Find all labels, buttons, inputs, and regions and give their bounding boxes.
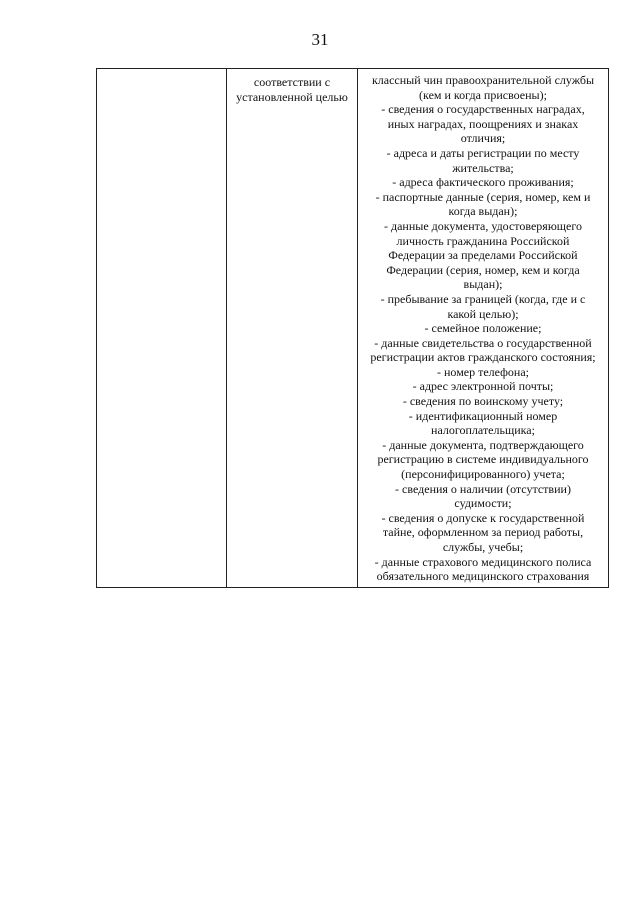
list-line: судимости; <box>454 496 512 511</box>
list-line: Федерации за пределами Российской <box>388 248 578 263</box>
list-line: - данные документа, подтверждающего <box>382 437 584 452</box>
data-table <box>96 68 609 588</box>
list-line: - паспортные данные (серия, номер, кем и <box>375 189 591 204</box>
table-row <box>97 69 609 588</box>
list-line: личность гражданина Российской <box>396 233 570 248</box>
list-line: (персонифицированного) учета; <box>401 467 565 482</box>
list-line: - сведения по воинскому учету; <box>402 394 564 409</box>
list-line: выдан); <box>463 277 503 292</box>
list-line: - данные свидетельства о государственной <box>374 335 592 350</box>
table-cell-data-list <box>358 69 609 588</box>
list-line: классный чин правоохранительной службы <box>371 73 595 87</box>
list-line: - данные страхового медицинского полиса <box>374 554 592 569</box>
list-line: - сведения о государственных наградах, <box>381 102 585 117</box>
list-line: - номер телефона; <box>437 364 529 379</box>
list-line: тайне, оформленном за период работы, <box>382 525 584 540</box>
list-line: какой целью); <box>447 306 519 321</box>
data-list <box>358 69 608 587</box>
purpose-text <box>227 69 357 107</box>
list-line: - адреса фактического проживания; <box>392 175 574 190</box>
list-line: жительства; <box>452 160 514 175</box>
list-line: - пребывание за границей (когда, где и с <box>380 291 586 306</box>
list-line: регистрации актов гражданского состояния; <box>370 350 596 365</box>
list-line: - сведения о наличии (отсутствии) <box>395 481 571 496</box>
list-line: - идентификационный номер <box>408 408 558 423</box>
purpose-line: установленной целью <box>236 89 348 104</box>
table-cell-empty <box>97 69 227 588</box>
list-line: налогоплательщика; <box>431 423 535 438</box>
list-line: отличия; <box>460 131 506 146</box>
table-cell-purpose <box>227 69 358 588</box>
list-line: обязательного медицинского страхования <box>376 569 590 584</box>
list-line: (кем и когда присвоены); <box>419 87 547 102</box>
list-line: регистрацию в системе индивидуального <box>377 452 589 467</box>
list-line: - семейное положение; <box>424 321 542 336</box>
page-number: 31 <box>311 30 329 49</box>
purpose-line: соответствии с <box>253 75 331 89</box>
list-line: Федерации (серия, номер, кем и когда <box>386 262 580 277</box>
list-line: когда выдан); <box>448 204 518 219</box>
list-line: - адрес электронной почты; <box>412 379 554 394</box>
list-line: - данные документа, удостоверяющего <box>384 218 582 233</box>
list-line: - адреса и даты регистрации по месту <box>386 145 580 160</box>
list-line: - сведения о допуске к государственной <box>381 510 585 525</box>
list-line: иных наградах, поощрениях и знаках <box>387 116 579 131</box>
list-line: службы, учебы; <box>442 540 524 554</box>
cell-empty-text <box>97 69 226 76</box>
